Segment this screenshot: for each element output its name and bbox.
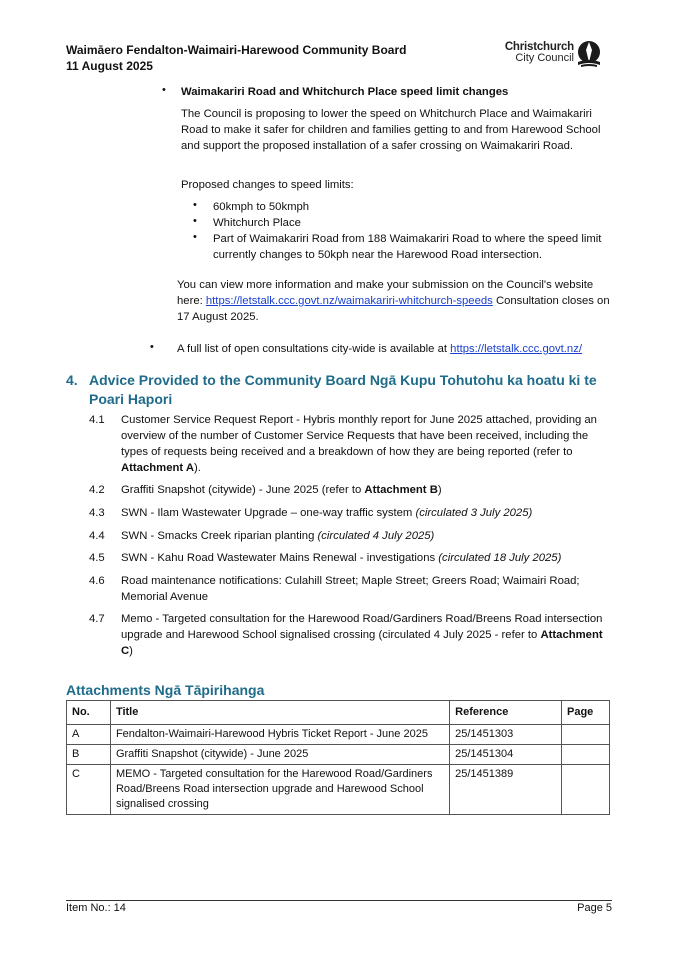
cell-reference: 25/1451304 <box>450 745 562 765</box>
advice-item: SWN - Ilam Wastewater Upgrade – one-way traffic system (circulated 3 July 2025) <box>121 507 533 519</box>
document-header-title: Waimāero Fendalton-Waimairi-Harewood Community Board <box>66 43 407 57</box>
sub-bullet-1: 60kmph to 50kmph <box>213 201 310 213</box>
submission-info <box>177 277 617 325</box>
document-header-date: 11 August 2025 <box>66 59 153 73</box>
bullet-icon: • <box>193 231 197 243</box>
footer-item-number: Item No.: 14 <box>66 902 126 914</box>
cell-page <box>562 745 610 765</box>
column-header: Title <box>110 701 449 725</box>
cell-no: C <box>67 765 111 815</box>
attachments-heading: Attachments Ngā Tāpirihanga <box>66 682 265 698</box>
table-row <box>67 725 610 745</box>
sub-bullet-2: Whitchurch Place <box>213 217 301 229</box>
cell-title: Graffiti Snapshot (citywide) - June 2025 <box>110 745 449 765</box>
advice-item: SWN - Smacks Creek riparian planting (circulated 4 July 2025) <box>121 530 435 542</box>
speed-consultation-link[interactable]: https://letstalk.ccc.govt.nz/waimakariri-whitchurch-speeds <box>205 295 493 307</box>
council-logo <box>488 40 610 72</box>
cell-reference: 25/1451303 <box>450 725 562 745</box>
column-header: Page <box>562 701 610 725</box>
column-header: No. <box>67 701 111 725</box>
cell-reference: 25/1451389 <box>450 765 562 815</box>
cell-page <box>562 765 610 815</box>
table-row <box>67 745 610 765</box>
item-number: 4.5 <box>89 552 105 564</box>
cell-page <box>562 725 610 745</box>
full-list-text: A full list of open consultations city-wide is available at <box>177 343 448 355</box>
item-number: 4.6 <box>89 575 105 587</box>
item-number: 4.3 <box>89 507 105 519</box>
logo-line-2: City Council <box>515 52 574 64</box>
bullet-icon: • <box>193 199 197 211</box>
bullet-icon: • <box>162 84 166 96</box>
item-number: 4.4 <box>89 530 105 542</box>
table-header-row <box>67 701 610 725</box>
item-number: 4.1 <box>89 414 105 426</box>
item-number: 4.2 <box>89 484 105 496</box>
logo-line-1: Christchurch <box>504 41 574 53</box>
cell-no: A <box>67 725 111 745</box>
submission-text: You can view more information and make your submission on the Council's website here: <box>177 279 594 307</box>
speed-item-paragraph: The Council is proposing to lower the speed on Whitchurch Place and Waimakariri Road to make it safer for children and families getting to and from Harewood School and support the proposed installation of a safer crossing on Waimakariri Road. <box>181 108 601 152</box>
closing-date-text: Consultation closes on 17 August 2025. <box>177 295 610 323</box>
sub-bullet-3: Part of Waimakariri Road from 188 Waimakariri Road to where the speed limit currently changes to 50kph near the Harewood Road intersection. <box>213 233 602 261</box>
advice-item: Customer Service Request Report - Hybris monthly report for June 2025 attached, providing an overview of the number of Customer Service Requests that have been received, including the types of requests being received and a breakdown of how they are being reported (refer to Attachment A). <box>121 414 597 474</box>
advice-item: SWN - Kahu Road Wastewater Mains Renewal - investigations (circulated 18 July 2025) <box>121 552 562 564</box>
cell-no: B <box>67 745 111 765</box>
attachments-table <box>66 700 610 815</box>
cell-title: MEMO - Targeted consultation for the Harewood Road/Gardiners Road/Breens Road intersection upgrade and Harewood School signalised crossing <box>110 765 449 815</box>
attachment-ref: Attachment B <box>364 484 438 496</box>
cell-title: Fendalton-Waimairi-Harewood Hybris Ticket Report - June 2025 <box>110 725 449 745</box>
consultations-link[interactable]: https://letstalk.ccc.govt.nz/ <box>450 343 583 355</box>
item-number: 4.7 <box>89 613 105 625</box>
speed-item-heading: Waimakariri Road and Whitchurch Place speed limit changes <box>181 86 509 98</box>
advice-item: Road maintenance notifications: Culahill Street; Maple Street; Greers Road; Waimairi Road; Memorial Avenue <box>121 575 580 603</box>
attachment-ref: Attachment A <box>121 462 195 474</box>
advice-item: Graffiti Snapshot (citywide) - June 2025 (refer to Attachment B) <box>121 484 442 496</box>
bullet-icon: • <box>193 215 197 227</box>
bullet-icon: • <box>150 341 154 353</box>
table-row <box>67 765 610 815</box>
full-list-info <box>177 341 617 357</box>
column-header: Reference <box>450 701 562 725</box>
attachment-ref: Attachment C <box>121 629 603 657</box>
section-number: 4. <box>66 372 78 388</box>
proposed-changes-label: Proposed changes to speed limits: <box>181 179 354 191</box>
cathedral-icon <box>576 40 602 68</box>
footer-page-number: Page 5 <box>577 902 612 914</box>
section-title: Advice Provided to the Community Board Ngā Kupu Tohutohu ka hoatu ki te Poari Hapori <box>89 372 597 407</box>
advice-item: Memo - Targeted consultation for the Harewood Road/Gardiners Road/Breens Road intersection upgrade and Harewood School signalised crossing (circulated 4 July 2025 - refer to Attachment C) <box>121 613 603 657</box>
footer-divider <box>66 900 612 901</box>
